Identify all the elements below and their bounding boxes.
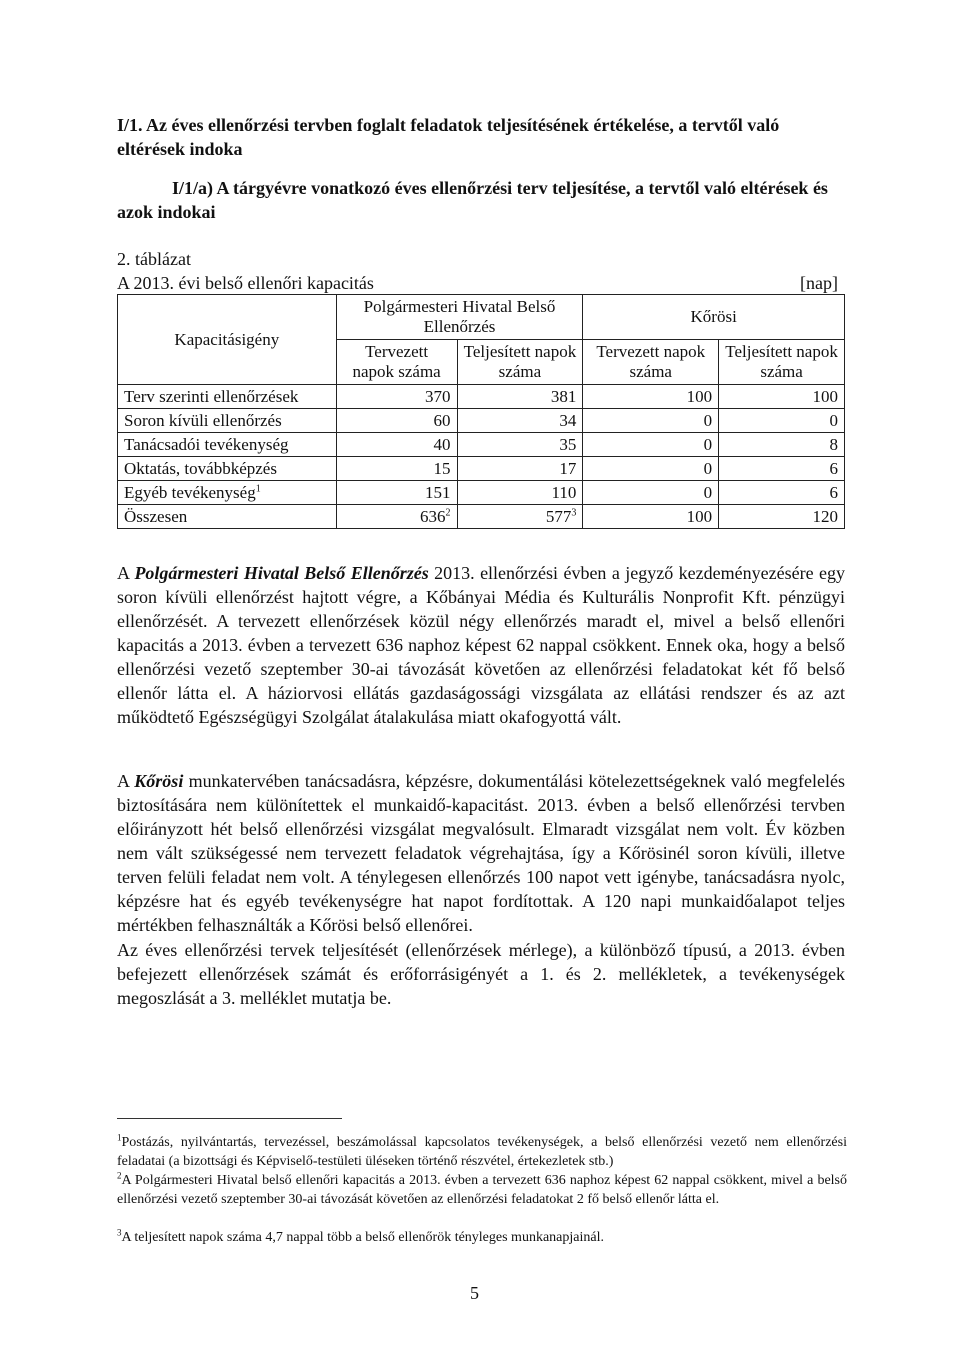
footnote-3 <box>117 1228 847 1247</box>
cell-value: 35 <box>457 433 583 457</box>
row-label: Soron kívüli ellenőrzés <box>118 409 337 433</box>
header-done-1: Teljesített napok száma <box>457 340 583 385</box>
cell-value: 120 <box>719 505 845 529</box>
header-kapacitasigeny: Kapacitásigény <box>118 295 337 385</box>
table-row <box>118 385 845 409</box>
cell-value: 370 <box>336 385 457 409</box>
cell-value: 0 <box>583 409 719 433</box>
cell-value: 17 <box>457 457 583 481</box>
row-label <box>118 481 337 505</box>
cell-value: 151 <box>336 481 457 505</box>
table-row <box>118 481 845 505</box>
capacity-table <box>117 294 845 529</box>
cell-value: 8 <box>719 433 845 457</box>
table-row-total <box>118 505 845 529</box>
paragraph-summary: Az éves ellenőrzési tervek teljesítését (ellenőrzések mérlege), a különböző típusú, a 2013. évben befejezett ellenőrzések számát és erőforrásigényét a 1. és 2. mellékletek, a tevékenységek megoszlását a 3. melléklet mutatja be. <box>117 940 845 1008</box>
table-row <box>118 457 845 481</box>
footnote-ref: 1 <box>255 482 261 494</box>
row-label: Tanácsadói tevékenység <box>118 433 337 457</box>
footnote-ref: 3 <box>571 506 577 518</box>
cell-value: 0 <box>719 409 845 433</box>
header-done-2: Teljesített napok száma <box>719 340 845 385</box>
row-label: Oktatás, továbbképzés <box>118 457 337 481</box>
cell-value: 60 <box>336 409 457 433</box>
subsection-heading-text: I/1/a) A tárgyévre vonatkozó éves ellenőrzési terv teljesítése, a tervtől való eltérések és azok indokai <box>117 178 828 222</box>
footnote-divider <box>117 1118 342 1119</box>
cell-value: 100 <box>583 505 719 529</box>
cell-value: 0 <box>583 457 719 481</box>
para-emphasis: Kőrösi <box>134 771 184 791</box>
header-planned-1: Tervezett napok száma <box>336 340 457 385</box>
subsection-heading <box>117 176 847 224</box>
table-row <box>118 433 845 457</box>
footnote-mark: 2 <box>117 1170 122 1181</box>
row-label: Összesen <box>118 505 337 529</box>
table-number: 2. táblázat <box>117 249 191 269</box>
footnote-mark: 3 <box>117 1227 122 1238</box>
cell-value-text: 577 <box>545 506 572 526</box>
cell-value: 100 <box>719 385 845 409</box>
paragraph-hivatal <box>117 561 845 729</box>
page-number: 5 <box>470 1283 479 1303</box>
cell-value: 34 <box>457 409 583 433</box>
footnote-ref: 2 <box>445 506 451 518</box>
header-group-hivatal: Polgármesteri Hivatal Belső Ellenőrzés <box>336 295 583 340</box>
footnote-1 <box>117 1133 847 1171</box>
cell-value: 110 <box>457 481 583 505</box>
footnote-mark: 1 <box>117 1132 122 1143</box>
cell-value-text: 636 <box>420 506 446 526</box>
table-caption: A 2013. évi belső ellenőri kapacitás <box>117 273 374 293</box>
header-planned-2: Tervezett napok száma <box>583 340 719 385</box>
table-row <box>118 409 845 433</box>
cell-value <box>457 505 583 529</box>
cell-value: 40 <box>336 433 457 457</box>
row-label-text: Egyéb tevékenység <box>124 482 256 502</box>
cell-value: 100 <box>583 385 719 409</box>
table-unit: [nap] <box>800 273 838 293</box>
footnote-text: A Polgármesteri Hivatal belső ellenőri kapacitás a 2013. évben a tervezett 636 naphoz képest 62 nappal csökkent, mivel a belső ellenőrzési vezető szeptember 30-ai távozását követően az ellenőrzési feladatokat 2 fő belső ellenőr látta el. <box>117 1173 847 1207</box>
paragraph-korosi <box>117 769 845 937</box>
para-text: munkatervében tanácsadásra, képzésre, dokumentálási kötelezettségeknek való megfelelés biztosítására nem különítettek el munkaidő-kapacitást. 2013. évben a belső ellenőrzési tervben előirányzott hét belső ellenőrzési vizsgálat megvalósult. Elmaradt vizsgálat nem volt. Év közben nem vált szükségessé nem tervezett feladatok végrehajtása, így a Kőrösinél soron kívüli, illetve terven felüli feladat nem volt. A ténylegesen ellenőrzés 100 napot vett igénybe, tanácsadásra nyolc, képzésre hat és egyéb tevékenységre hat napot fordítottak. A 120 napi munkaidőalapot teljes mértékben felhasználták a Kőrösi belső ellenőrei. <box>117 771 845 935</box>
cell-value: 0 <box>583 433 719 457</box>
para-text: A <box>117 771 135 791</box>
footnote-2 <box>117 1171 847 1209</box>
footnote-text: A teljesített napok száma 4,7 nappal több a belső ellenőrök tényleges munkanapjainál. <box>121 1230 604 1245</box>
para-text: A <box>117 563 135 583</box>
para-emphasis: Polgármesteri Hivatal Belső Ellenőrzés <box>134 563 429 583</box>
section-heading: I/1. Az éves ellenőrzési tervben foglalt feladatok teljesítésének értékelése, a tervtől való eltérések indoka <box>117 115 780 159</box>
row-label: Terv szerinti ellenőrzések <box>118 385 337 409</box>
cell-value: 6 <box>719 457 845 481</box>
cell-value: 381 <box>457 385 583 409</box>
cell-value: 15 <box>336 457 457 481</box>
para-text: 2013. ellenőrzési évben a jegyző kezdeményezésére egy soron kívüli ellenőrzést hajtott végre, a Kőbányai Média és Kulturális Nonprofit Kft. pénzügyi ellenőrzését. A tervezett ellenőrzések közül négy ellenőrzés maradt el, mivel a belső ellenőri kapacitás a 2013. évben a tervezett 636 naphoz képest 62 nappal csökkent. Ennek oka, hogy a belső ellenőrzési vezető szeptember 30-ai távozását követően az ellenőrzési feladatokat két fő belső ellenőr látta el. A háziorvosi ellátás gazdaságossági vizsgálata az ellátási rendszer és az azt működtető Egészségügyi Szolgálat átalakulása miatt okafogyottá vált. <box>117 563 845 727</box>
footnote-text: Postázás, nyilvántartás, tervezéssel, beszámolással kapcsolatos tevékenységek, a belső ellenőrzési vezető nem ellenőrzési feladatai (a bizottsági és Képviselő-testületi üléseken történő részvétel, értekezletek stb.) <box>117 1135 847 1169</box>
cell-value <box>336 505 457 529</box>
cell-value: 0 <box>583 481 719 505</box>
cell-value: 6 <box>719 481 845 505</box>
header-group-korosi: Kőrösi <box>583 295 845 340</box>
